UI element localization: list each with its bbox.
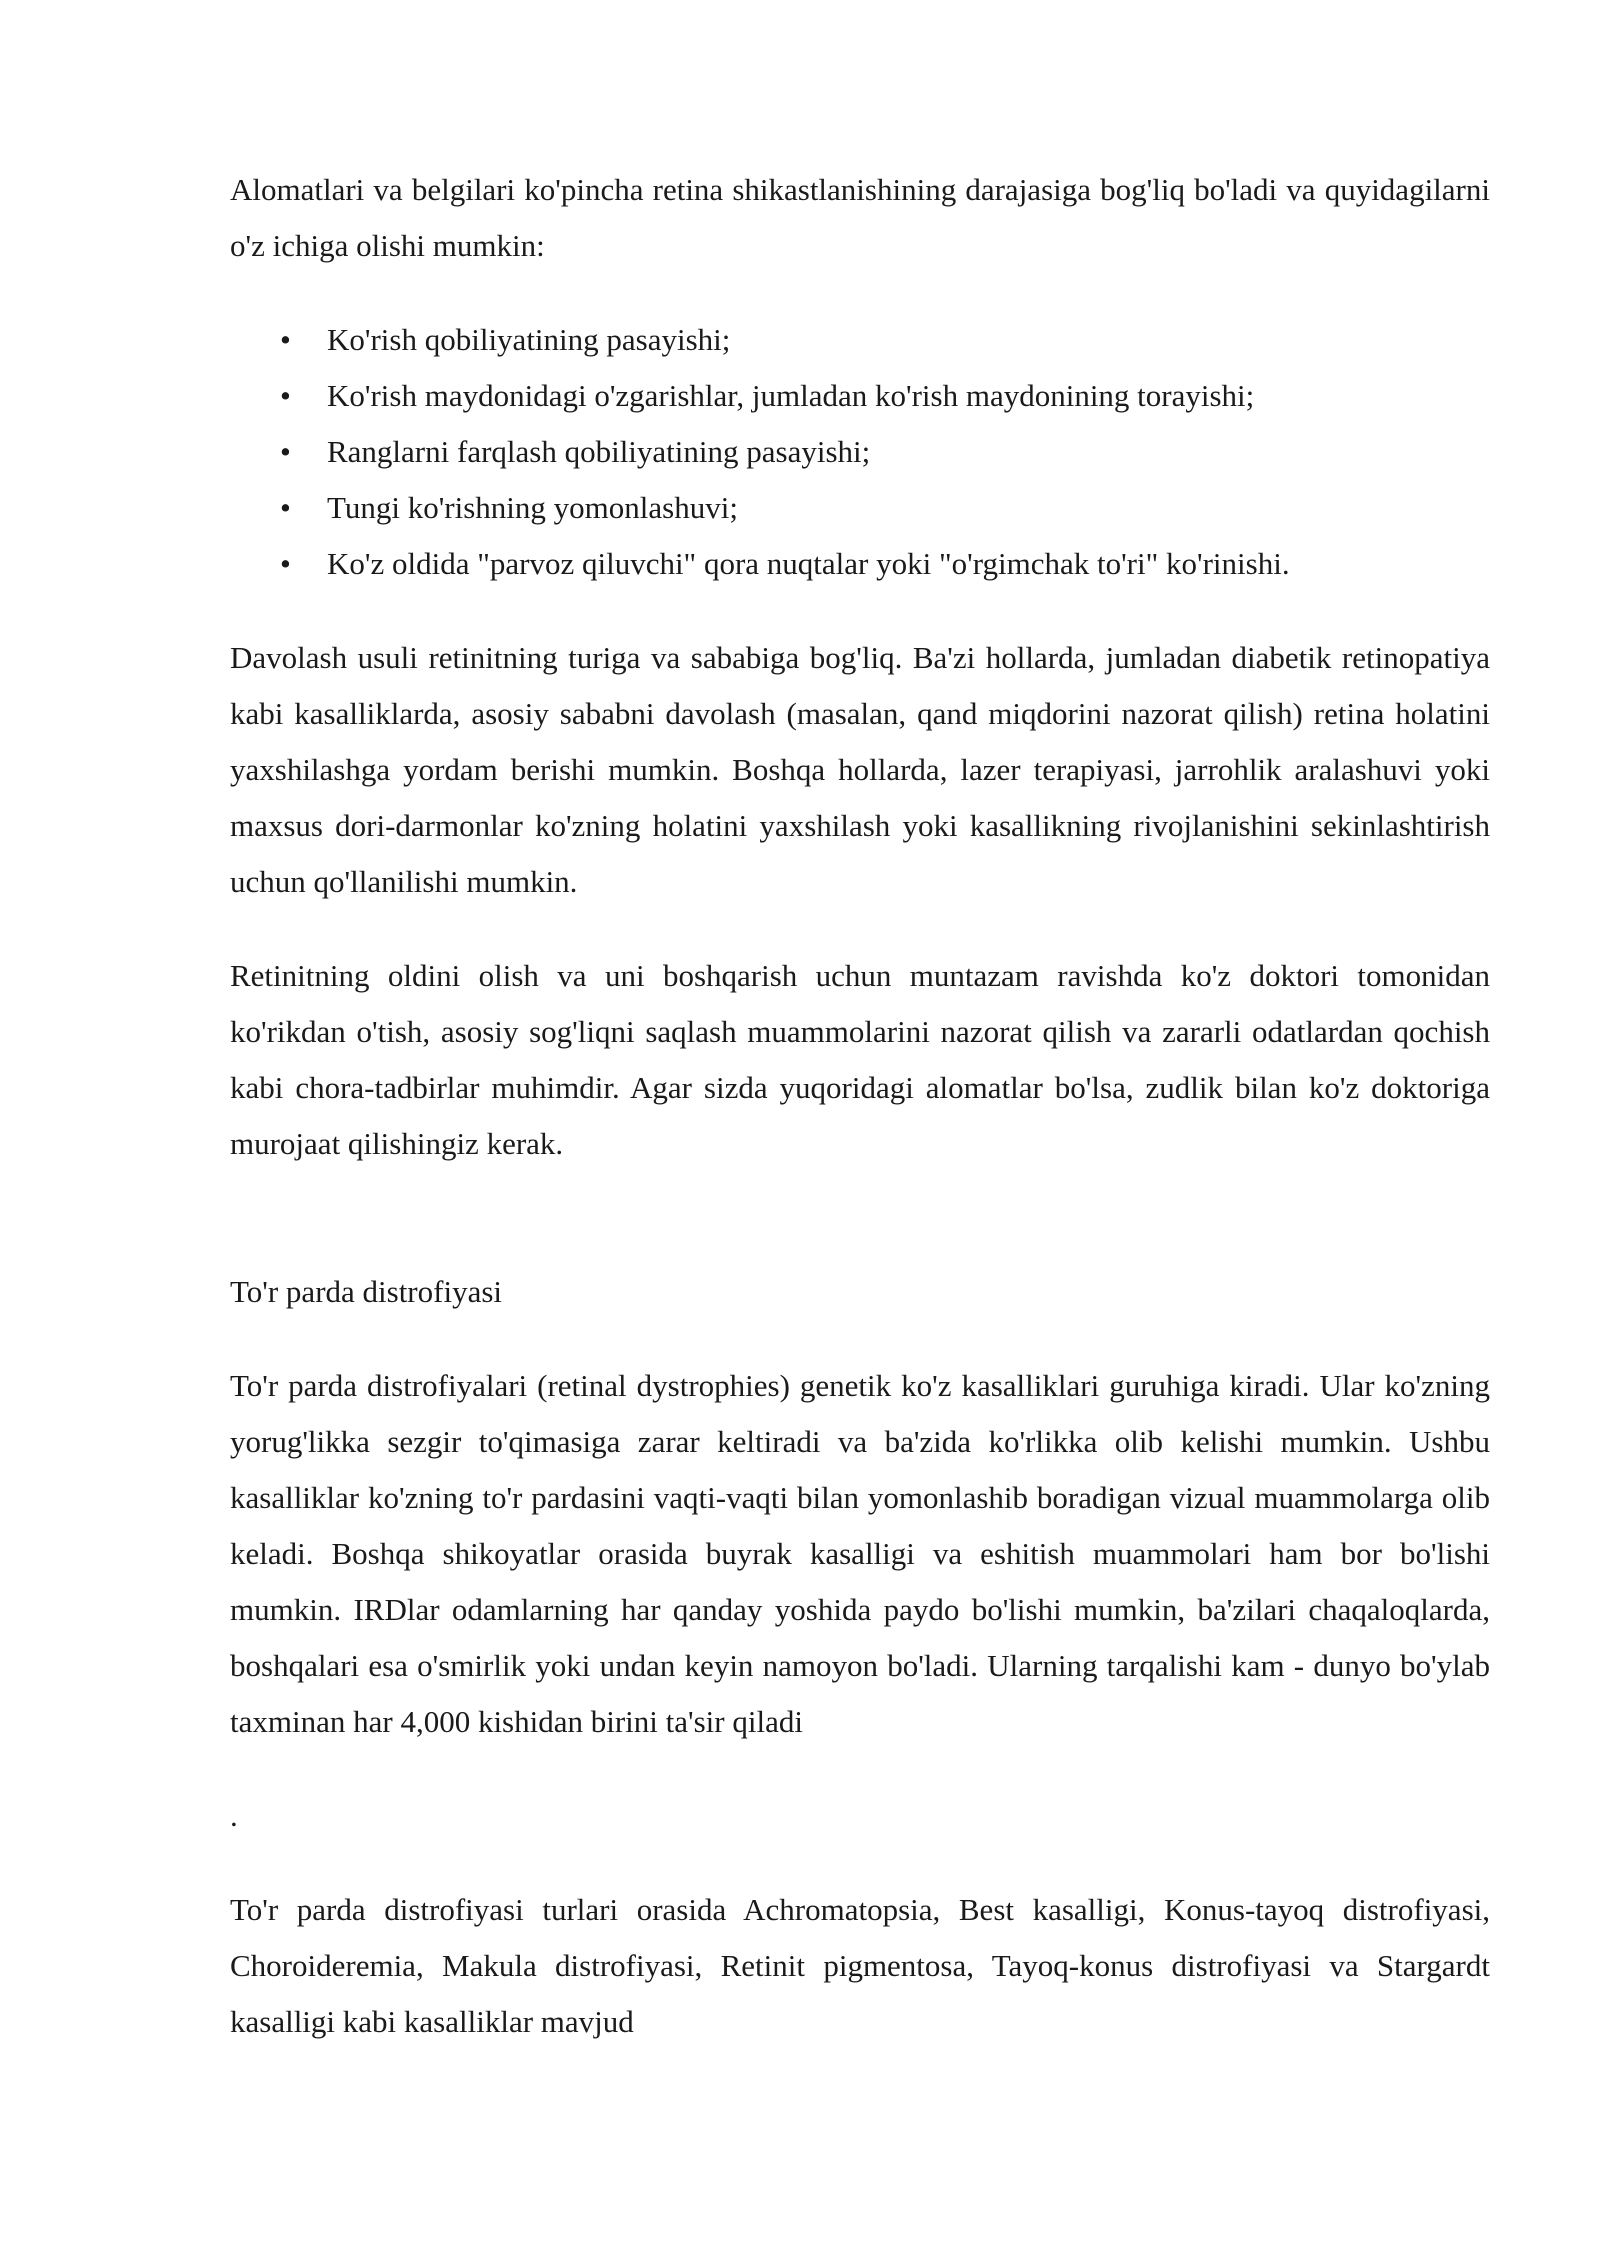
list-item-text: Ko'z oldida "parvoz qiluvchi" qora nuqtalar yoki "o'rgimchak to'ri" ko'rinishi.	[327, 546, 1290, 581]
dystrophy-description-paragraph: To'r parda distrofiyalari (retinal dystrophies) genetik ko'z kasalliklari guruhiga kiradi. Ular ko'zning yorug'likka sezgir to'qimasiga zarar keltiradi va ba'zida ko'rlikka olib kelishi mumkin. Ushbu kasalliklar ko'zning to'r pardasini vaqti-vaqti bilan yomonlashib boradigan vizual muammolarga olib keladi. Boshqa shikoyatlar orasida buyrak kasalligi va eshitish muammolari ham bor bo'lishi mumkin. IRDlar odamlarning har qanday yoshida paydo bo'lishi mumkin, ba'zilari chaqaloqlarda, boshqalari esa o'smirlik yoki undan keyin namoyon bo'ladi. Ularning tarqalishi kam - dunyo bo'ylab taxminan har 4,000 kishidan birini ta'sir qiladi	[230, 1368, 1490, 1739]
spacer	[230, 1750, 1490, 1788]
symptom-list	[230, 312, 1490, 592]
list-item	[230, 424, 1490, 480]
bullet-icon: •	[280, 434, 291, 469]
list-item-text: Tungi ko'rishning yomonlashuvi;	[327, 490, 738, 525]
spacer	[230, 592, 1490, 630]
spacer	[230, 274, 1490, 312]
list-item	[230, 480, 1490, 536]
bullet-icon: •	[280, 378, 291, 413]
dystrophy-types-paragraph: To'r parda distrofiyasi turlari orasida Achromatopsia, Best kasalligi, Konus-tayoq distrofiyasi, Choroideremia, Makula distrofiyasi, Retinit pigmentosa, Tayoq-konus distrofiyasi va Stargardt kasalligi kabi kasalliklar mavjud	[230, 1892, 1490, 2039]
bullet-icon: •	[280, 490, 291, 525]
section-heading: To'r parda distrofiyasi	[230, 1274, 503, 1309]
document-page	[230, 162, 1490, 2050]
prevention-paragraph: Retinitning oldini olish va uni boshqarish uchun muntazam ravishda ko'z doktori tomonidan ko'rikdan o'tish, asosiy sog'liqni saqlash muammolarini nazorat qilish va zararli odatlardan qochish kabi chora-tadbirlar muhimdir. Agar sizda yuqoridagi alomatlar bo'lsa, zudlik bilan ko'z doktoriga murojaat qilishingiz kerak.	[230, 958, 1490, 1161]
bullet-icon: •	[280, 322, 291, 357]
spacer	[230, 910, 1490, 948]
list-item	[230, 368, 1490, 424]
spacer	[230, 1172, 1490, 1264]
spacer	[230, 1320, 1490, 1358]
list-item	[230, 312, 1490, 368]
stray-dot: .	[230, 1798, 238, 1833]
list-item	[230, 536, 1490, 592]
spacer	[230, 1844, 1490, 1882]
bullet-icon: •	[280, 546, 291, 581]
list-item-text: Ko'rish maydonidagi o'zgarishlar, jumladan ko'rish maydonining torayishi;	[327, 378, 1255, 413]
list-item-text: Ko'rish qobiliyatining pasayishi;	[327, 322, 731, 357]
list-item-text: Ranglarni farqlash qobiliyatining pasayishi;	[327, 434, 871, 469]
intro-paragraph: Alomatlari va belgilari ko'pincha retina shikastlanishining darajasiga bog'liq bo'ladi va quyidagilarni o'z ichiga olishi mumkin:	[230, 172, 1490, 263]
treatment-paragraph: Davolash usuli retinitning turiga va sababiga bog'liq. Ba'zi hollarda, jumladan diabetik retinopatiya kabi kasalliklarda, asosiy sababni davolash (masalan, qand miqdorini nazorat qilish) retina holatini yaxshilashga yordam berishi mumkin. Boshqa hollarda, lazer terapiyasi, jarrohlik aralashuvi yoki maxsus dori-darmonlar ko'zning holatini yaxshilash yoki kasallikning rivojlanishini sekinlashtirish uchun qo'llanilishi mumkin.	[230, 640, 1490, 899]
